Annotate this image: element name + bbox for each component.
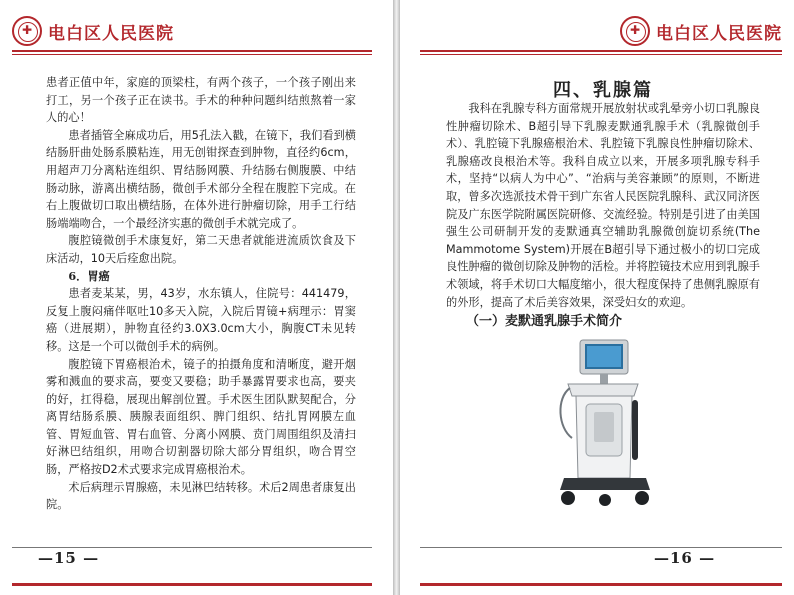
body-paragraph: 腹腔镜微创手术康复好，第二天患者就能进流质饮食及下床活动，10天后痊愈出院。 bbox=[46, 234, 356, 265]
chapter-title: 四、乳腺篇 bbox=[553, 80, 653, 101]
left-page bbox=[0, 0, 393, 595]
section-title: （一）麦默通乳腺手术简介 bbox=[466, 314, 623, 330]
header-rule bbox=[420, 50, 782, 52]
body-paragraph: 术后病理示胃腺癌，未见淋巴结转移。术后2周患者康复出院。 bbox=[46, 480, 356, 512]
hospital-name: 电白区人民医院 bbox=[48, 23, 174, 44]
page-number: —16 — bbox=[654, 549, 716, 567]
footer-band bbox=[420, 583, 782, 586]
section-subheading: 6．胃癌 bbox=[68, 268, 110, 283]
mammotome-machine-icon bbox=[550, 338, 660, 513]
book-spine bbox=[393, 0, 400, 595]
page-header bbox=[12, 14, 174, 48]
footer-rule bbox=[12, 547, 372, 548]
right-page-body bbox=[446, 100, 760, 331]
body-paragraph: 患者插管全麻成功后，用5孔法入戳，在镜下，我们看到横结肠肝曲处肠系膜粘连，用无创钳探查到肿物，直径约6cm，用超声刀分离粘连组织、胃结肠网膜、升结肠右侧腹膜、中结肠动脉，游离出横结肠，微创手术部分全程在腹腔下完成。在右上腹做切口取出横结肠，在体外进行肿瘤切除，用手工行结肠端端吻合，一个最经济实惠的微创手术就完成了。 bbox=[46, 128, 356, 230]
footer-rule bbox=[420, 547, 782, 548]
left-page-body bbox=[46, 74, 356, 514]
header-rule-thin bbox=[420, 54, 782, 55]
body-paragraph: 患者麦某某，男，43岁，水东镇人，住院号：441479，反复上腹闷痛伴呕吐10多天入院，入院后胃镜+病理示：胃窦癌（进展期），肿物直径约3.0X3.0cm大小，胸腹CT未见转移。这是一个可以微创手术的病例。 bbox=[46, 287, 356, 353]
header-rule bbox=[12, 50, 372, 52]
body-paragraph: 腹腔镜下胃癌根治术，镜子的拍摄角度和清晰度，避开烟雾和溅血的要求高，要变又要稳；助手暴露胃要求也高，要夹的好，扛得稳，展现出解剖位置。手术医生团队默契配合，分离胃结肠系膜、胰腺表面组织、脾门组织、结扎胃网膜左血管、胃短血管、胃右血管、分离小网膜、贲门周围组织及清扫好淋巴结组织，用吻合切割器切除大部分胃组织，吻合胃空肠，严格按D2术式要求完成胃癌根治术。 bbox=[46, 357, 356, 477]
page-header bbox=[620, 14, 782, 48]
hospital-name: 电白区人民医院 bbox=[656, 23, 782, 44]
hospital-logo-icon bbox=[620, 16, 650, 46]
footer-band bbox=[12, 583, 372, 586]
header-rule-thin bbox=[12, 54, 372, 55]
body-paragraph: 患者正值中年，家庭的顶梁柱，有两个孩子，一个孩子刚出来打工，另一个孩子正在读书。手术的种种问题纠结煎熬着一家人的心！ bbox=[46, 76, 356, 125]
right-page bbox=[400, 0, 794, 595]
hospital-logo-icon bbox=[12, 16, 42, 46]
body-paragraph: 我科在乳腺专科方面常规开展放射状或乳晕旁小切口乳腺良性肿瘤切除术、B超引导下乳腺麦默通乳腺手术（乳腺微创手术）、乳腔镜下乳腺癌根治术、乳腔镜下乳腺良性肿瘤切除术、乳腺癌改良根治术等。我科自成立以来，开展多项乳腺专科手术，坚持“以病人为中心”、“治病与美容兼顾”的原则，不断进取，曾多次选派技术骨干到广东省人民医院乳腺科、武汉同济医院及广东医学院附属医院研修、交流经验。特别是引进了由美国强生公司研制开发的麦默通真空辅助乳腺微创旋切系统(The Mammotome System)开展在B超引导下通过极小的切口完成良性肿瘤的微创切除及肿物的活检。并将腔镜技术应用到乳腺手术领域，将手术切口大幅度缩小，很大程度保持了患侧乳腺原有的外形，提高了术后美容效果，深受妇女的欢迎。 bbox=[446, 102, 760, 309]
page-number: —15 — bbox=[38, 549, 100, 567]
